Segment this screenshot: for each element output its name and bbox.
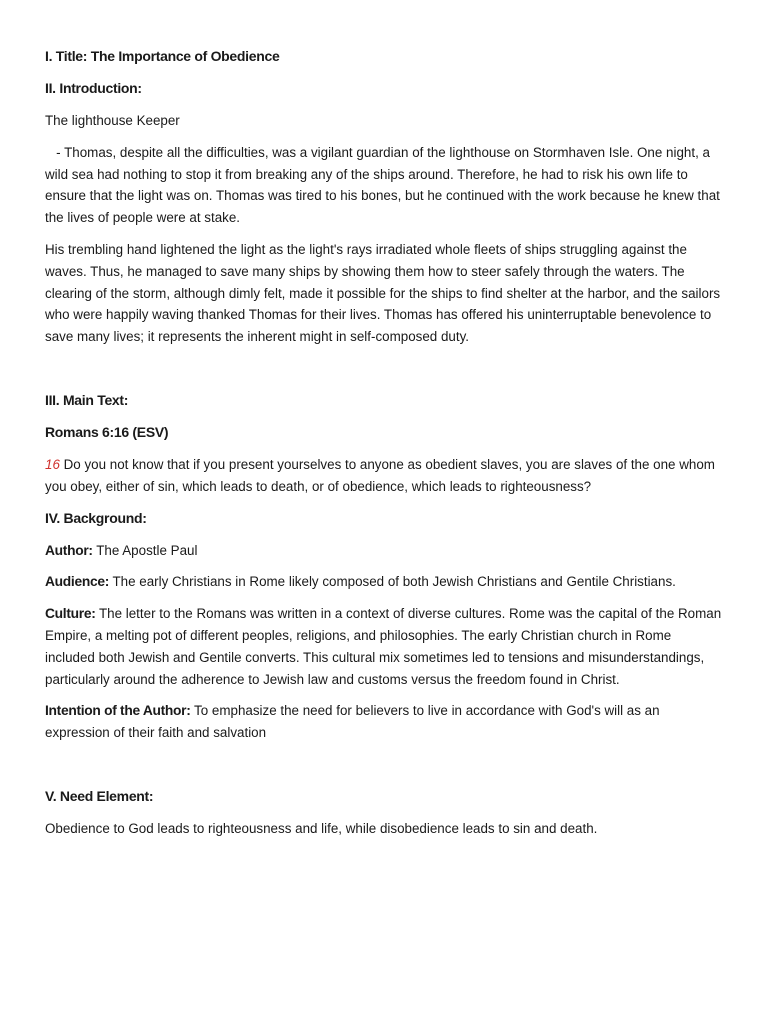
- scripture-verse: [45, 454, 723, 498]
- introduction-paragraph-1-text: - Thomas, despite all the difficulties, was a vigilant guardian of the lighthouse on Stormhaven Isle. One night, a wild sea had nothing to stop it from breaking any of the ships around. Therefore, he had to risk his own life to ensure that the light was on. Thomas was tired to his bones, but he continued with the work because he knew that the lives of people were at stake.: [45, 144, 724, 226]
- main-text-heading: III. Main Text:: [45, 391, 129, 408]
- section-spacer: [45, 358, 723, 390]
- audience-text: The early Christians in Rome likely composed of both Jewish Christians and Gentile Christians.: [109, 574, 676, 590]
- need-element-heading: V. Need Element:: [45, 787, 154, 804]
- author-text: The Apostle Paul: [92, 542, 198, 558]
- intention-paragraph: [45, 700, 723, 744]
- culture-paragraph: [45, 603, 723, 690]
- intention-text: To emphasize the need for believers to live in accordance with God's will as an expression of their faith and salvation: [45, 703, 660, 741]
- author-line: [45, 540, 723, 562]
- document-title: I. Title: The Importance of Obedience: [45, 48, 280, 64]
- author-label: Author:: [45, 542, 93, 558]
- culture-text: The letter to the Romans was written in a context of diverse cultures. Rome was the capital of the Roman Empire, a melting pot of different peoples, religions, and philosophies. The early Christian church in Rome included both Jewish and Gentile converts. This cultural mix sometimes led to tensions and misunderstandings, particularly around the adherence to Jewish law and customs versus the freedom found in Christ.: [45, 606, 722, 687]
- audience-label: Audience:: [45, 574, 109, 590]
- intention-label: Intention of the Author:: [45, 703, 191, 719]
- scripture-reference: Romans 6:16 (ESV): [45, 423, 169, 440]
- culture-label: Culture:: [45, 606, 96, 622]
- background-heading: IV. Background:: [45, 509, 147, 526]
- introduction-paragraph-1: [45, 142, 723, 229]
- verse-number: 16: [45, 456, 60, 472]
- section-spacer: [45, 754, 723, 786]
- introduction-paragraph-2: His trembling hand lightened the light as the light's rays irradiated whole fleets of ships struggling against the waves. Thus, he managed to save many ships by showing them how to steer safely through the waters. The clearing of the storm, although dimly felt, made it possible for the ships to find shelter at the harbor, and the sailors who were happily waving thanked Thomas for their lives. Thomas has offered his uninterruptable benevolence to save many lives; it represents the inherent might in self-composed duty.: [45, 241, 721, 345]
- audience-line: [45, 571, 723, 593]
- introduction-subtitle: The lighthouse Keeper: [45, 113, 180, 128]
- need-element-text: Obedience to God leads to righteousness and life, while disobedience leads to sin and death.: [45, 820, 598, 836]
- verse-text: Do you not know that if you present yourselves to anyone as obedient slaves, you are slaves of the one whom you obey, either of sin, which leads to death, or of obedience, which leads to righteousness?: [45, 456, 715, 494]
- introduction-heading: II. Introduction:: [45, 80, 142, 96]
